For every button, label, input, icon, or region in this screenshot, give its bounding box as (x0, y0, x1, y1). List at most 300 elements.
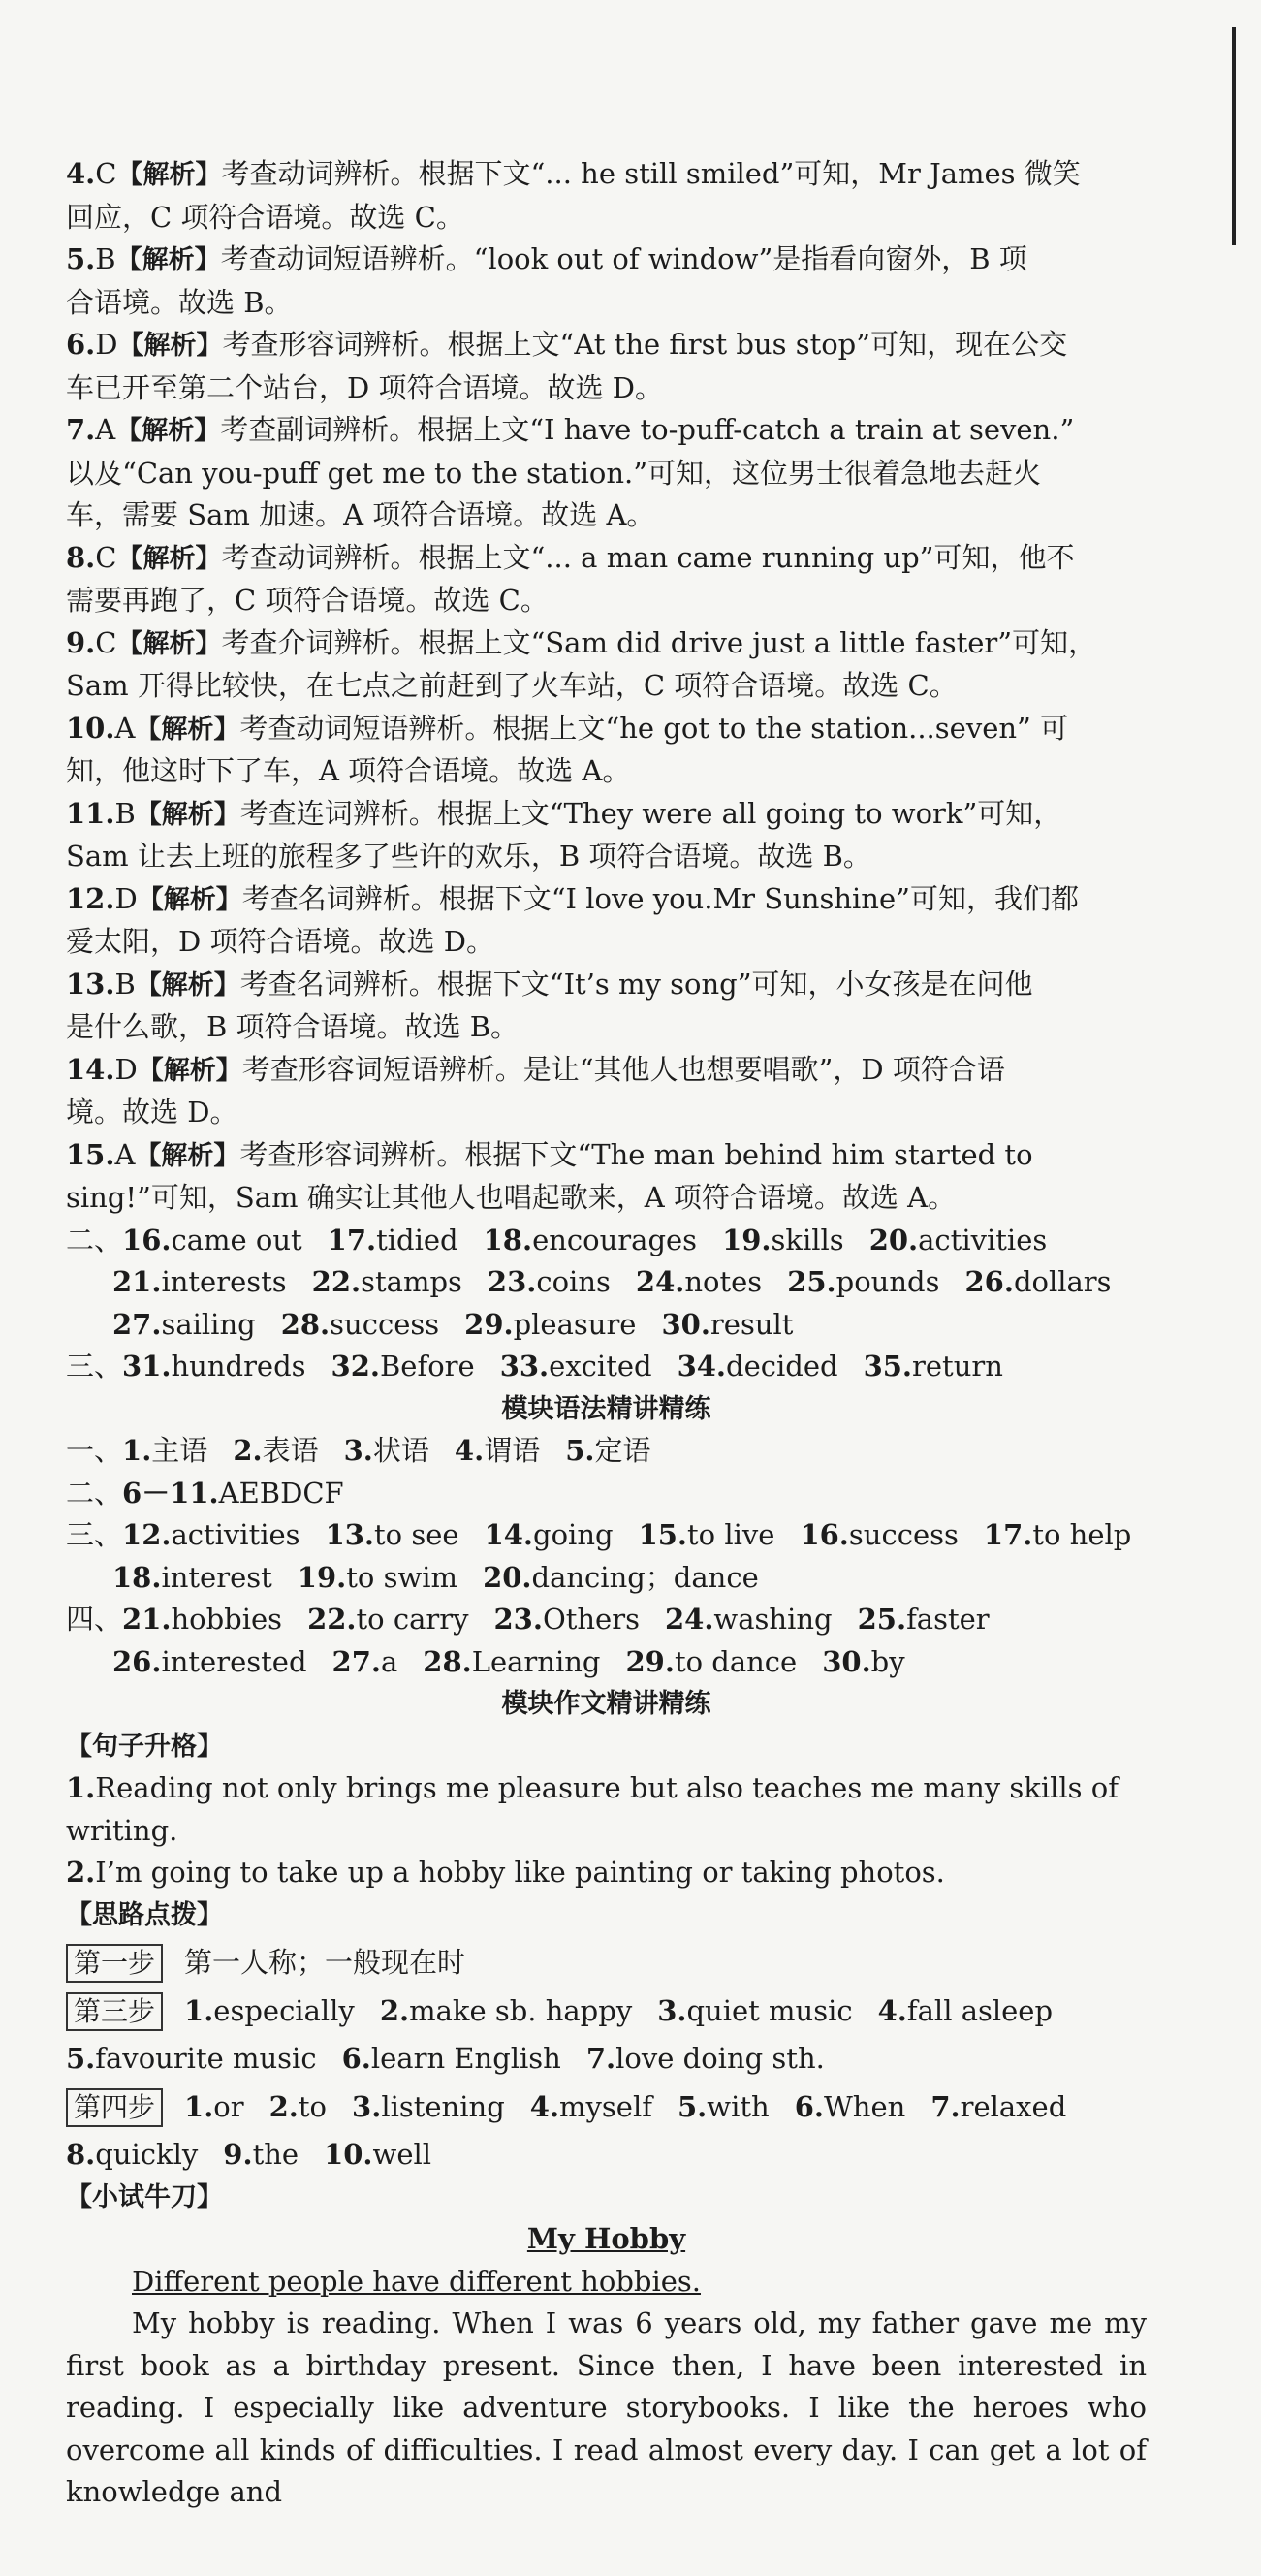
answer-letter: D (95, 328, 118, 361)
item-number: 18. (112, 1560, 162, 1594)
item-answer: excited (549, 1350, 652, 1383)
item-answer: activities (171, 1518, 300, 1551)
item-answer: favourite music (95, 2042, 317, 2075)
answer-line (66, 1134, 1147, 1178)
item-number: 8. (66, 2138, 96, 2171)
analysis-tag: 【解析】 (115, 416, 221, 446)
answer-line (66, 878, 1147, 922)
answer-number: 8. (66, 540, 96, 574)
answer-line (66, 580, 1147, 622)
item-answer: interested (161, 1644, 307, 1678)
answer-text: 考查介词辨析。根据上文“Sam did drive just a little faster”可知， (221, 625, 1097, 659)
grammar-part2 (66, 1473, 1147, 1515)
answer-line (66, 708, 1147, 751)
item-answer: result (709, 1307, 794, 1341)
item-number: 7. (585, 2042, 616, 2075)
item-number: 23. (487, 1265, 537, 1298)
answer-line (66, 409, 1147, 453)
numbered-answer (500, 1346, 652, 1388)
item-answer: to help (1032, 1518, 1132, 1551)
item-number: 5. (66, 2042, 96, 2075)
answer-text: Sam 让去上班的旅程多了些许的欢乐，B 项符合语境。故选 B。 (66, 840, 871, 873)
numbered-answer (342, 2038, 561, 2081)
sentence-text: I’m going to take up a hobby like painting or taking photos. (95, 1856, 945, 1889)
numbered-answer (307, 1599, 468, 1641)
essay-paragraph: My hobby is reading. When I was 6 years old, my father gave me my first book as a birthday present. Since then, I have been interested in reading. I especially like adventure storybooks. I like the heroes who overcome all kinds of difficulties. I read almost every day. I can get a lot of knowledge and (66, 2306, 1147, 2508)
answer-text: 考查形容词辨析。根据下文“The man behind him started to (239, 1137, 1033, 1171)
item-number: 27. (331, 1644, 381, 1678)
item-number: 7. (930, 2089, 961, 2123)
numbered-answer (494, 1599, 640, 1641)
numbered-answer (665, 1599, 833, 1641)
answer-text: 考查名词辨析。根据下文“It’s my song”可知，小女孩是在问他 (239, 967, 1033, 1001)
answer-text: 境。故选 D。 (66, 1096, 238, 1129)
item-number: 10. (324, 2138, 373, 2171)
numbered-answer (800, 1514, 958, 1557)
answer-text: sing!”可知，Sam 确实让其他人也唱起歌来，A 项符合语境。故选 A。 (66, 1181, 957, 1214)
answer-number: 11. (66, 796, 115, 830)
numbered-answer (639, 1514, 775, 1557)
item-answer: encourages (532, 1223, 698, 1256)
answer-line (66, 153, 1147, 197)
answer-text: 考查动词短语辨析。“look out of window”是指看向窗外，B 项 (220, 242, 1027, 275)
item-answer: came out (171, 1223, 302, 1256)
answer-text: 考查连词辨析。根据上文“They were all going to work”可知， (239, 796, 1062, 830)
item-answer: to see (374, 1518, 459, 1551)
numbered-answer (326, 1514, 459, 1557)
item-answer: dancing；dance (531, 1560, 759, 1594)
item-number: 1. (184, 1993, 214, 2027)
item-answer: pounds (835, 1265, 940, 1298)
numbered-answer (184, 1990, 355, 2033)
item-number: 29. (625, 1644, 675, 1678)
analysis-tag: 【解析】 (115, 245, 221, 275)
answer-number: 14. (66, 1052, 115, 1086)
answer-item (66, 409, 1147, 537)
item-answer: faster (906, 1603, 990, 1636)
numbered-answer (233, 1430, 318, 1473)
answer-text: 考查动词短语辨析。根据上文“he got to the station...seven” 可 (239, 711, 1069, 745)
item-number: 21. (122, 1603, 172, 1636)
answer-line (66, 1049, 1147, 1093)
answer-letter: A (114, 1137, 136, 1171)
answer-text: 车已开至第二个站台，D 项符合语境。故选 D。 (66, 370, 663, 404)
item-number: 31. (122, 1350, 172, 1383)
item-answer: Before (380, 1350, 475, 1383)
answer-letter: D (114, 1052, 138, 1086)
item-answer: success (848, 1518, 959, 1551)
grammar-part3-row-1 (66, 1514, 1147, 1557)
item-answer: myself (559, 2089, 652, 2123)
item-answer: by (870, 1644, 905, 1678)
numbered-answer (332, 1641, 398, 1684)
numbered-answer (483, 1557, 759, 1600)
numbered-answer (112, 1261, 287, 1304)
numbered-answer (269, 2086, 327, 2129)
numbered-answer (328, 1220, 458, 1262)
analysis-tag: 【解析】 (135, 970, 240, 1001)
numbered-answer (455, 1430, 540, 1473)
answer-text: 回应，C 项符合语境。故选 C。 (66, 200, 464, 234)
item-number: 25. (787, 1265, 836, 1298)
item-number: 4. (877, 1993, 907, 2027)
numbered-answer (565, 1430, 650, 1473)
numbered-answer (298, 1557, 457, 1600)
answer-number: 6. (66, 328, 96, 361)
item-number: 9. (223, 2138, 253, 2171)
answer-letter: A (95, 413, 116, 446)
numbered-answer (795, 2086, 906, 2129)
item-answer: hundreds (171, 1350, 306, 1383)
numbered-answer (636, 1261, 762, 1304)
analysis-tag: 【解析】 (137, 884, 242, 915)
answer-line (66, 836, 1147, 878)
part2-row-3 (66, 1304, 1147, 1347)
answer-line (66, 494, 1147, 537)
answer-item (66, 622, 1147, 708)
item-number: 27. (112, 1307, 162, 1341)
numbered-answer (678, 2086, 770, 2129)
answer-letter: B (95, 242, 116, 275)
numbered-answer (878, 1990, 1053, 2033)
answer-letter: C (95, 157, 117, 190)
item-answer: interests (161, 1265, 287, 1298)
item-number: 25. (857, 1603, 907, 1636)
answer-number: 7. (66, 413, 96, 446)
item-number: 14. (484, 1518, 534, 1551)
answer-text: 考查名词辨析。根据下文“I love you.Mr Sunshine”可知，我们都 (241, 881, 1079, 915)
item-number: 13. (325, 1518, 375, 1551)
answer-number: 4. (66, 157, 96, 190)
item-answer: well (372, 2138, 432, 2171)
numbered-answer (678, 1346, 838, 1388)
step-one-label: 第一步 (66, 1944, 163, 1983)
numbered-answer (122, 1514, 300, 1557)
analysis-tag: 【解析】 (116, 160, 222, 190)
step-three-row-2 (66, 2038, 1147, 2081)
item-number: 2. (233, 1434, 263, 1467)
item-number: 33. (499, 1350, 550, 1383)
item-answer: make sb. happy (409, 1993, 633, 2027)
item-number: 26. (964, 1265, 1014, 1298)
essay-topic-sentence: Different people have different hobbies. (132, 2264, 701, 2298)
item-answer: to carry (356, 1603, 469, 1636)
item-answer: decided (726, 1350, 838, 1383)
answer-line (66, 282, 1147, 325)
item-number: 1. (184, 2089, 214, 2123)
item-number: 5. (565, 1434, 595, 1467)
grammar-part2-num: 6－11. (122, 1476, 219, 1510)
grammar-section-title: 模块语法精讲精练 (501, 1393, 711, 1424)
idea-guide-heading: 【思路点拨】 (66, 1899, 223, 1930)
grammar-part4-row-2 (66, 1641, 1147, 1684)
writing-section-title: 模块作文精讲精练 (501, 1689, 711, 1719)
numbered-answer (869, 1220, 1048, 1262)
answer-line (66, 1092, 1147, 1134)
item-answer: 主语 (151, 1434, 208, 1467)
practice-heading: 【小试牛刀】 (66, 2181, 223, 2212)
numbered-answer (122, 1599, 282, 1641)
answer-line (66, 367, 1147, 410)
answer-item (66, 1134, 1147, 1220)
item-answer: stamps (361, 1265, 462, 1298)
grammar-part1-prefix: 一、 (66, 1434, 123, 1467)
part2-row-2 (66, 1261, 1147, 1304)
numbered-answer (423, 1641, 600, 1684)
item-number: 20. (483, 1560, 532, 1594)
item-answer: return (912, 1350, 1003, 1383)
item-answer: fall asleep (906, 1993, 1054, 2027)
item-answer: quickly (95, 2138, 199, 2171)
item-number: 17. (327, 1223, 377, 1256)
item-number: 16. (800, 1518, 849, 1551)
answer-text: Sam 开得比较快，在七点之前赶到了火车站，C 项符合语境。故选 C。 (66, 669, 958, 702)
answer-item (66, 708, 1147, 793)
numbered-answer (485, 1514, 614, 1557)
part2-row-1 (66, 1220, 1147, 1262)
item-number: 19. (722, 1223, 772, 1256)
essay-first-line (66, 2261, 1147, 2304)
item-number: 2. (268, 2089, 299, 2123)
answer-item (66, 964, 1147, 1049)
item-answer: relaxed (960, 2089, 1067, 2123)
answer-item (66, 1049, 1147, 1134)
item-answer: sailing (161, 1307, 256, 1341)
item-number: 16. (122, 1223, 172, 1256)
step-four-row-2 (66, 2134, 1147, 2177)
item-number: 4. (454, 1434, 485, 1467)
answer-line (66, 665, 1147, 708)
answer-line (66, 793, 1147, 837)
grammar-part2-prefix: 二、 (66, 1476, 123, 1510)
answer-line (66, 921, 1147, 964)
item-number: 32. (331, 1350, 380, 1383)
item-answer: to swim (346, 1560, 458, 1594)
item-answer: When (823, 2089, 906, 2123)
numbered-answer (661, 1304, 793, 1347)
answer-line (66, 324, 1147, 367)
item-answer: listening (381, 2089, 505, 2123)
answer-text: 考查形容词短语辨析。是让“其他人也想要唱歌”，D 项符合语 (241, 1052, 1005, 1086)
item-answer: learn English (370, 2042, 561, 2075)
sentence-number: 1. (66, 1771, 96, 1804)
part3-prefix: 三、 (66, 1350, 123, 1383)
item-number: 24. (664, 1603, 714, 1636)
item-answer: activities (918, 1223, 1048, 1256)
item-number: 24. (635, 1265, 685, 1298)
item-number: 1. (122, 1434, 152, 1467)
answer-item (66, 239, 1147, 324)
answer-item (66, 878, 1147, 964)
numbered-answer (930, 2086, 1066, 2129)
item-answer: to (298, 2089, 328, 2123)
item-number: 21. (112, 1265, 162, 1298)
numbered-answer (66, 2134, 198, 2177)
analysis-tag: 【解析】 (135, 714, 240, 745)
item-number: 3. (657, 1993, 687, 2027)
item-number: 4. (529, 2089, 560, 2123)
grammar-part4-prefix: 四、 (66, 1603, 123, 1636)
answer-letter: D (114, 881, 138, 915)
item-answer: especially (213, 1993, 355, 2027)
numbered-answer (324, 2134, 431, 2177)
answer-text: 以及“Can you-puff get me to the station.”可知，这位男士很着急地去赶火 (66, 456, 1042, 490)
analysis-tag: 【解析】 (137, 1055, 242, 1086)
upgraded-sentence (66, 1852, 1147, 1894)
item-answer: the (252, 2138, 299, 2171)
numbered-answer (112, 1557, 272, 1600)
numbered-answer (312, 1261, 462, 1304)
part3-answers (66, 1346, 1147, 1388)
answer-text: 车，需要 Sam 加速。A 项符合语境。故选 A。 (66, 498, 655, 531)
numbered-answer (112, 1641, 307, 1684)
step-three-row-1 (66, 1990, 1147, 2033)
numbered-answer (331, 1346, 475, 1388)
item-answer: pleasure (513, 1307, 637, 1341)
answer-line (66, 239, 1147, 282)
numbered-answer (122, 1346, 306, 1388)
numbered-answer (112, 1304, 256, 1347)
item-answer: love doing sth. (615, 2042, 825, 2075)
item-number: 5. (677, 2089, 708, 2123)
item-answer: tidied (376, 1223, 458, 1256)
item-number: 28. (423, 1644, 472, 1678)
numbered-answer (822, 1641, 904, 1684)
item-answer: 状语 (372, 1434, 429, 1467)
item-number: 2. (379, 1993, 410, 2027)
answer-text: 考查动词辨析。根据上文“... a man came running up”可知，他不 (221, 540, 1075, 574)
numbered-answer (858, 1599, 990, 1641)
item-number: 26. (112, 1644, 162, 1678)
item-answer: going (533, 1518, 614, 1551)
item-answer: or (213, 2089, 244, 2123)
numbered-answer (530, 2086, 652, 2129)
answer-text: 考查动词辨析。根据下文“... he still smiled”可知，Mr James 微笑 (221, 157, 1081, 190)
grammar-part2-answer: AEBDCF (218, 1476, 344, 1510)
answer-text: 合语境。故选 B。 (66, 285, 293, 319)
numbered-answer (787, 1261, 939, 1304)
analysis-tag: 【解析】 (117, 331, 223, 361)
sentence-upgrade-heading: 【句子升格】 (66, 1731, 223, 1762)
numbered-answer (484, 1220, 697, 1262)
item-number: 19. (297, 1560, 347, 1594)
item-number: 22. (311, 1265, 362, 1298)
numbered-answer (281, 1304, 439, 1347)
item-number: 30. (822, 1644, 871, 1678)
part2-prefix: 二、 (66, 1223, 123, 1256)
analysis-tag: 【解析】 (135, 799, 240, 830)
step-one-text: 第一人称；一般现在时 (184, 1946, 466, 1979)
answer-letter: C (95, 625, 117, 659)
numbered-answer (122, 1430, 207, 1473)
answer-number: 13. (66, 967, 115, 1001)
grammar-part3-prefix: 三、 (66, 1518, 123, 1551)
item-answer: to dance (674, 1644, 798, 1678)
answer-line (66, 750, 1147, 793)
item-number: 20. (868, 1223, 919, 1256)
part2-answers (66, 1220, 1147, 1347)
sentence-text: Reading not only brings me pleasure but also teaches me many skills of writing. (66, 1771, 1119, 1847)
numbered-answer (964, 1261, 1111, 1304)
answer-line (66, 537, 1147, 581)
numbered-answer (344, 1430, 429, 1473)
item-number: 23. (493, 1603, 543, 1636)
numbered-answer (625, 1641, 797, 1684)
item-answer: coins (536, 1265, 611, 1298)
numbered-answer (722, 1220, 844, 1262)
step-one-row (66, 1942, 1147, 1985)
upgraded-sentence (66, 1767, 1147, 1852)
numbered-answer (864, 1346, 1003, 1388)
answer-item (66, 793, 1147, 878)
item-number: 6. (341, 2042, 371, 2075)
answer-text: 是什么歌，B 项符合语境。故选 B。 (66, 1010, 520, 1043)
answer-line (66, 1177, 1147, 1220)
answer-text: 考查形容词辨析。根据上文“At the first bus stop”可知，现在公交 (222, 328, 1068, 361)
numbered-answer (352, 2086, 505, 2129)
answer-letter: C (95, 540, 117, 574)
item-number: 12. (122, 1518, 172, 1551)
answer-text: 需要再跑了，C 项符合语境。故选 C。 (66, 584, 549, 617)
answer-line (66, 453, 1147, 495)
item-answer: interest (161, 1560, 272, 1594)
answer-text: 爱太阳，D 项符合语境。故选 D。 (66, 925, 494, 958)
answer-letter: B (114, 796, 136, 830)
answer-line (66, 1006, 1147, 1049)
answer-number: 5. (66, 242, 96, 275)
upgraded-sentences (66, 1767, 1147, 1894)
item-answer: to live (687, 1518, 775, 1551)
item-number: 34. (677, 1350, 727, 1383)
grammar-part4-row-1 (66, 1599, 1147, 1641)
answer-letter: A (114, 711, 136, 745)
item-answer: 定语 (594, 1434, 651, 1467)
answer-explanations (66, 153, 1147, 1220)
item-number: 3. (343, 1434, 373, 1467)
analysis-tag: 【解析】 (116, 543, 222, 574)
answer-line (66, 964, 1147, 1007)
numbered-answer (122, 1220, 302, 1262)
item-number: 6. (794, 2089, 824, 2123)
answer-number: 9. (66, 625, 96, 659)
item-answer: skills (771, 1223, 844, 1256)
item-answer: notes (684, 1265, 763, 1298)
answer-letter: B (114, 967, 136, 1001)
item-answer: Learning (471, 1644, 601, 1678)
item-answer: 谓语 (484, 1434, 541, 1467)
numbered-answer (184, 2086, 244, 2129)
analysis-tag: 【解析】 (135, 1140, 240, 1171)
item-number: 35. (863, 1350, 913, 1383)
item-number: 3. (352, 2089, 382, 2123)
answer-number: 10. (66, 711, 115, 745)
grammar-part1 (66, 1430, 1147, 1473)
item-answer: success (330, 1307, 440, 1341)
grammar-part3-row-2 (66, 1557, 1147, 1600)
item-answer: quiet music (686, 1993, 853, 2027)
answer-item (66, 324, 1147, 409)
item-answer: with (707, 2089, 770, 2123)
item-answer: hobbies (171, 1603, 283, 1636)
item-answer: Others (542, 1603, 640, 1636)
sentence-number: 2. (66, 1856, 96, 1889)
item-answer: 表语 (262, 1434, 319, 1467)
item-number: 15. (638, 1518, 688, 1551)
essay-title: My Hobby (526, 2222, 686, 2255)
answer-content (66, 153, 1147, 2514)
item-answer: washing (713, 1603, 833, 1636)
numbered-answer (586, 2038, 825, 2081)
